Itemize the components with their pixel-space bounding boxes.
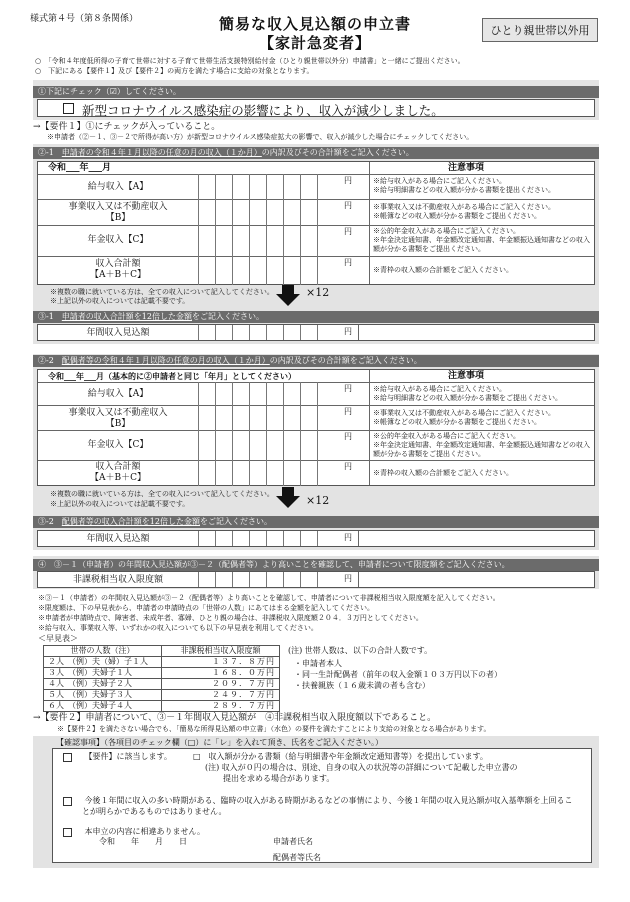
down-arrow-icon [276, 294, 300, 306]
income-total-row[interactable]: 収入合計額 【A＋B＋C】 円 [38, 460, 369, 486]
section-1-checkbox-row[interactable] [37, 99, 595, 117]
section-2-2-table: 令和___年___月（基本的に②申請者と同じ「年月」としてください） 注意事項 給与収入【A】 円 ※給与収入がある場合にご記入ください。 ※給与明細書などの収入額が分かる書類をご提出ください。 事業収入又は不動産収入 【B】 円 ※事業収入又は不動産収入がある場合にご記入ください。 ※帳簿などの収入額が分かる書類をご提出ください。 年金収入【C】 円 ※公的年金収入がある場合にご記入ください。 ※年金決定通知書、年金額改定通知書、年金額振込通知書などの収入額が分かる書類をご提出ください。 収入合計額 【A＋B＋C】 円 ※青枠の収入額の合計額をご記入ください。 [37, 369, 595, 486]
household-note-item: ・同一生計配偶者（前年の収入金額１０３万円以下の者） [294, 670, 502, 679]
section-1-bar: ①下記にチェック（☑）してください。 [33, 86, 599, 98]
table-row: 世帯の人数（注） 非課税相当収入限度額 [44, 646, 280, 657]
page-subtitle: 【家計急変者】 [258, 34, 371, 52]
date-label: 令和___年___月（基本的に②申請者と同じ「年月」としてください） [48, 371, 296, 381]
requirement-confirm-item[interactable]: 【要件】に該当します。 [63, 752, 172, 762]
income-row[interactable]: 給与収入【A】 円 [38, 174, 369, 199]
household-note-item: ・申請者本人 [294, 659, 342, 668]
section-3-2-bar: ③-2 配偶者等の収入合計額を12倍した金額をご記入ください。 [33, 516, 599, 528]
truth-checkbox[interactable] [63, 828, 72, 837]
requirement-1-note: ※申請者（②－１、③－２で所得が高い方）が新型コロナウイルス感染症拡大の影響で、収入が減少した場合にチェックしてください。 [47, 133, 474, 141]
requirement-2-note: ※【要件２】を満たさない場合でも、「簡易な所得見込額の申立書」（水色）の要件を満たすことにより支給の対象となる場合があります。 [57, 725, 491, 733]
down-arrow-icon [276, 496, 300, 508]
no-increase-text: とが明らかであるものではありません。 [82, 807, 227, 816]
section-2-2-bar: ②-2 配偶者等の令和４年１月以降の任意の月の収入（１か月）の内訳及びその合計額をご記入ください。 [33, 355, 599, 367]
zero-income-note: (注) 収入が０円の場合は、別途、自身の収入の状況等の詳細について記載した申立書の [205, 763, 518, 772]
section-2-2-foot-2: ※上記以外の収入については記載不要です。 [50, 500, 190, 508]
quick-reference-table [43, 645, 280, 712]
spouse-name-field[interactable]: 配偶者等氏名 [273, 853, 321, 862]
form-number: 様式第４号（第８条関係） [30, 14, 139, 24]
down-arrow-icon [282, 487, 294, 496]
section-4-note: ※③－１（申請者）の年間収入見込額が③－２（配偶者等）より高いことを確認して、申請者について非課税相当収入限度額を記入してください。 [38, 594, 500, 602]
table-row: ４人 （例）夫婦子２人 ２０９．７万円 [44, 679, 280, 690]
section-4-note: ※給与収入、事業収入等、いずれかの収入についても以下の早見表を利用してください。 [38, 624, 318, 632]
notes-header: 注意事項 [448, 163, 485, 173]
section-3-1-bar: ③-1 申請者の収入合計額を12倍した金額をご記入ください。 [33, 311, 599, 323]
limit-row[interactable]: 非課税相当収入限度額 円 [37, 571, 595, 588]
quick-table-title: ＜早見表＞ [38, 634, 78, 643]
household-note-item: ・扶養親族（１６歳未満の者も含む） [294, 681, 430, 690]
confirmation-inner [52, 748, 592, 863]
intro-line-1: ○ 「令和４年度低所得の子育て世帯に対する子育て世帯生活支援特別給付金（ひとり親世帯以外分）申請書」と一緒にご提出ください。 [35, 57, 465, 65]
income-total-row[interactable]: 収入合計額 【A＋B＋C】 円 [38, 256, 369, 285]
date-label: 令和___年___月 [48, 163, 112, 173]
requirement-checkbox[interactable] [63, 753, 72, 762]
section-2-1-foot-1: ※複数の職に就いている方は、全ての収入について記入してください。 [50, 288, 274, 296]
down-arrow-icon [282, 285, 294, 294]
zero-income-note: 提出を求める場合があります。 [223, 774, 335, 783]
requirement-2: →【要件２】申請者について、③－１年間収入見込額が ④非課税相当収入限度額以下であること。 [33, 713, 437, 723]
income-row[interactable]: 年金収入【C】 円 [38, 430, 369, 460]
section-2-2-foot-1: ※複数の職に就いている方は、全ての収入について記入してください。 [50, 490, 274, 498]
section-4-note: ※申請者が申請時点で、障害者、未成年者、寡婦、ひとり親の場合は、非課税収入限度額２０４．３万円としてください。 [38, 614, 423, 622]
table-row: ３人 （例）夫婦子１人 １６８．０万円 [44, 668, 280, 679]
section-4-note: ※限度額は、下の早見表から、申請者の申請時点の「世帯の人数」にあてはまる金額を記入してください。 [38, 604, 374, 612]
section-2-1-table: 令和___年___月 注意事項 給与収入【A】 円 ※給与収入がある場合にご記入ください。 ※給与明細書などの収入額が分かる書類を提出ください。 事業収入又は不動産収入 【B】 円 ※事業収入又は不動産収入がある場合にご記入ください。 ※帳簿などの収入額が分かる書類をご提出ください。 年金収入【C】 円 ※公的年金収入がある場合にご記入ください。 ※年金決定通知書、年金額改定通知書、年金額振込通知書などの収入額が分かる書類をご提出ください。 収入合計額 【A＋B＋C】 円 ※青枠の収入額の合計額をご記入ください。 [37, 161, 595, 285]
section-2-1-bar: ②-1 申請者の令和４年１月以降の任意の月の収入（１か月）の内訳及びその合計額をご記入ください。 [33, 147, 599, 159]
no-increase-checkbox[interactable] [63, 797, 72, 806]
document-confirm-item[interactable]: □ 収入額が分かる書類（給与明細書や年金額改定通知書等）を提出しています。 [193, 752, 488, 761]
covid-income-checkbox[interactable] [63, 103, 74, 114]
signing-date[interactable]: 令和 年 月 日 [99, 837, 187, 846]
covid-income-label: 新型コロナウイルス感染症の影響により、収入が減少しました。 [82, 103, 444, 118]
table-row: ２人 （例）夫（婦）子１人 １３７．８万円 [44, 657, 280, 668]
household-type-badge: ひとり親世帯以外用 [482, 18, 598, 42]
intro-line-2: ○ 下記にある【要件１】及び【要件２】の両方を満たす場合に支給の対象となります。 [35, 67, 314, 75]
income-row[interactable]: 年金収入【C】 円 [38, 225, 369, 256]
times-12-label: ×12 [306, 286, 330, 299]
section-2-1-foot-2: ※上記以外の収入については記載不要です。 [50, 297, 190, 305]
income-row[interactable]: 給与収入【A】 円 [38, 382, 369, 405]
no-increase-confirm-item[interactable]: 今後１年間に収入の多い時期がある、臨時の収入がある時期があるなどの事情により、今後１年間の収入見込額が収入基準額を上回るこ [63, 796, 573, 806]
requirement-1: →【要件１】①にチェックが入っていること。 [33, 122, 221, 132]
applicant-name-field[interactable]: 申請者氏名 [273, 837, 313, 846]
annual-income-row-spouse[interactable]: 年間収入見込額 円 [37, 530, 595, 547]
section-4-bar: ④ ③－１（申請者）の年間収入見込額が③－２（配偶者等）より高いことを確認して、申請者について限度額をご記入ください。 [33, 559, 599, 571]
income-row[interactable]: 事業収入又は不動産収入 【B】 円 [68, 201, 352, 224]
table-row: ５人 （例）夫婦子３人 ２４９．７万円 [44, 690, 280, 701]
table-row: ６人 （例）夫婦子４人 ２８９．７万円 [44, 701, 280, 712]
confirmation-heading: 【確認事項】（各項目のチェック欄（□）に「レ」を入れて頂き、氏名をご記入ください。） [56, 738, 383, 747]
annual-income-row-applicant[interactable]: 年間収入見込額 円 [37, 324, 595, 341]
household-note-head: (注) 世帯人数は、以下の合計人数です。 [288, 646, 433, 655]
truth-confirm-item[interactable]: 本申立の内容に相違ありません。 [63, 827, 205, 837]
times-12-label: ×12 [306, 494, 330, 507]
income-row[interactable]: 事業収入又は不動産収入 【B】 円 [68, 407, 352, 430]
page-title: 簡易な収入見込額の申立書 [218, 15, 411, 33]
notes-header: 注意事項 [448, 371, 485, 381]
